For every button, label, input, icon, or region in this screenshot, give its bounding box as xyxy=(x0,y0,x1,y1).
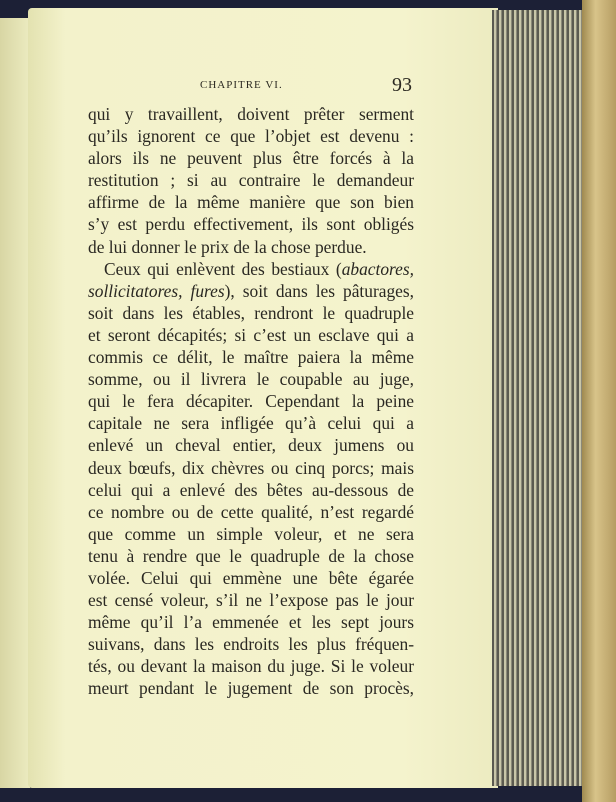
text-line: Ceux qui enlèvent des bestiaux (abactores, xyxy=(104,258,414,279)
text-line: capitale ne sera infligée qu’à celui qui a xyxy=(88,413,414,434)
text-line: qu’ils ignorent ce que l’objet est devenu : xyxy=(88,126,414,147)
text-line: tés, ou devant la maison du juge. Si le voleur xyxy=(88,656,414,677)
text-line: meurt pendant le jugement de son procès, xyxy=(88,678,414,699)
text-line: enlevé un cheval entier, deux jumens ou xyxy=(88,435,414,456)
text-line: sollicitatores, fures), soit dans les pâturages, xyxy=(88,280,414,301)
text-line: suivans, dans les endroits les plus fréquen- xyxy=(88,634,414,655)
page-edges xyxy=(492,10,584,786)
running-title: CHAPITRE VI. xyxy=(200,79,283,91)
text-line: deux bœufs, dix chèvres ou cinq porcs; mais xyxy=(88,457,414,478)
page-number: 93 xyxy=(392,74,412,96)
text-line: de lui donner le prix de la chose perdue. xyxy=(88,236,367,257)
text-line: celui qui a enlevé des bêtes au-dessous de xyxy=(88,479,414,500)
text-line: ce nombre ou de cette qualité, n’est regardé xyxy=(88,501,414,522)
text-line: qui y travaillent, doivent prêter serment xyxy=(88,104,414,124)
text-line: que comme un simple voleur, et ne sera xyxy=(88,523,414,544)
book-cover xyxy=(582,0,616,802)
body-text xyxy=(88,103,414,700)
text-line: affirme de la même manière que son bien xyxy=(88,192,414,213)
facing-page-edge xyxy=(0,18,30,788)
text-line: et seront décapités; si c’est un esclave qui a xyxy=(88,324,414,345)
text-line: commis ce délit, le maître paiera la même xyxy=(88,347,414,368)
text-line: soit dans les étables, rendront le quadruple xyxy=(88,302,414,323)
text-line: même qu’il l’a emmenée et les sept jours xyxy=(88,612,414,633)
text-line: alors ils ne peuvent plus être forcés à la xyxy=(88,148,414,169)
text-line: somme, ou il livrera le coupable au juge, xyxy=(88,369,414,390)
text-line: qui le fera décapiter. Cependant la peine xyxy=(88,391,414,412)
text-line: est censé voleur, s’il ne l’expose pas le jour xyxy=(88,590,414,611)
text-line: restitution ; si au contraire le demandeur xyxy=(88,170,414,191)
text-line: tenu à rendre que le quadruple de la chose xyxy=(88,545,414,566)
text-line: volée. Celui qui emmène une bête égarée xyxy=(88,567,414,588)
text-line: s’y est perdu effectivement, ils sont obligés xyxy=(88,214,414,235)
